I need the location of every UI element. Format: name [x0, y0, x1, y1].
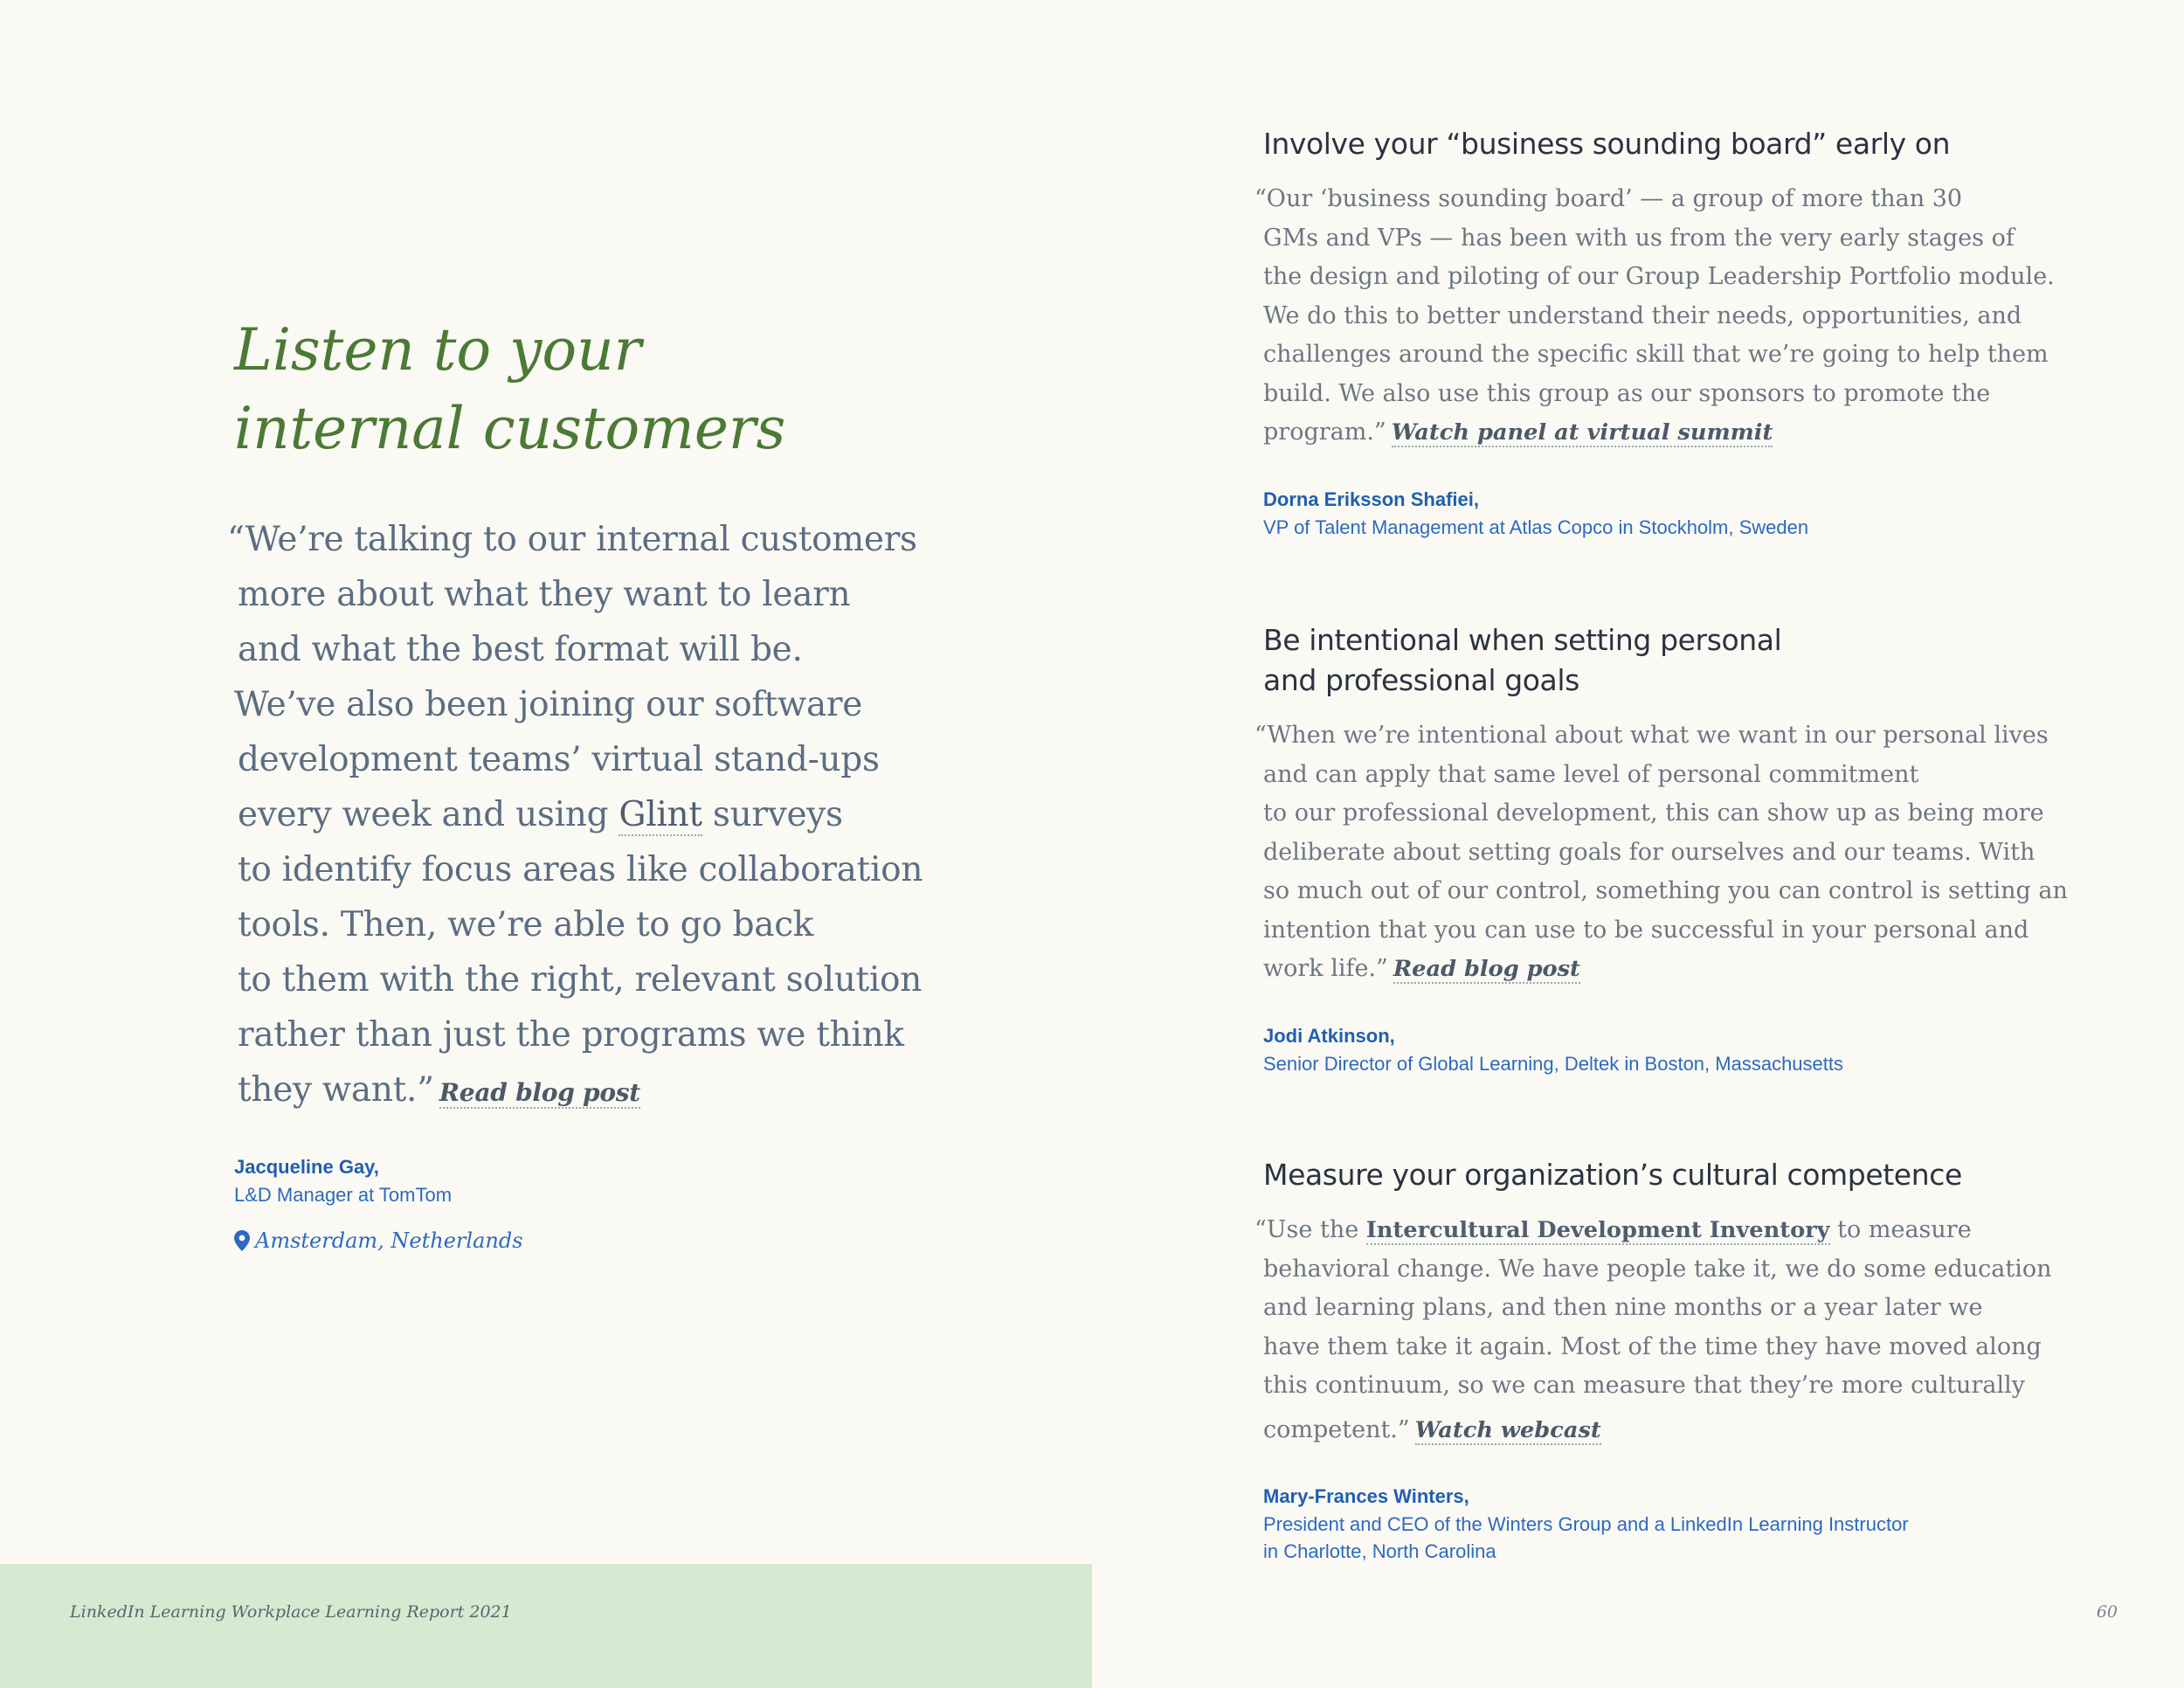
location: Amsterdam, Netherlands	[234, 1228, 933, 1253]
speaker-name: Dorna Eriksson Shafiei,	[1263, 488, 1479, 510]
watch-panel-link[interactable]: Watch panel at virtual summit	[1391, 419, 1773, 446]
watch-webcast-link[interactable]: Watch webcast	[1414, 1416, 1601, 1443]
speaker-role: Senior Director of Global Learning, Deltek in Boston, Massachusetts	[1263, 1052, 1843, 1075]
attribution	[1263, 486, 2067, 541]
read-blog-post-link[interactable]: Read blog post	[439, 1078, 640, 1107]
page-title: Listen to your internal customers	[234, 316, 786, 462]
map-pin-icon	[234, 1230, 250, 1251]
section-sounding-board	[1254, 124, 2067, 541]
speaker-role: President and CEO of the Winters Group and a LinkedIn Learning Instructor	[1263, 1513, 1909, 1535]
attribution	[1263, 1483, 2067, 1565]
speaker-name: Mary-Frances Winters,	[1263, 1485, 1469, 1507]
glint-link[interactable]: Glint	[619, 795, 702, 834]
speaker-role: VP of Talent Management at Atlas Copco in Stockholm, Sweden	[1263, 515, 1809, 538]
feature-quote: “We’re talking to our internal customers more about what they want to learn and what the best format will be. We’ve also been joining our software development teams’ virtual stand-ups every week and using Glint surveys to identify focus areas like collaboration tools. Then, we’re able to go back to them with the right, relevant solution rather than just the programs we think they want.” Read blog post	[227, 520, 923, 1110]
section-heading: Be intentional when setting personal and professional goals	[1263, 623, 1782, 697]
section-intentional-goals	[1254, 620, 2068, 1077]
speaker-name: Jodi Atkinson,	[1263, 1024, 1395, 1047]
footer-band	[0, 1564, 1092, 1688]
speaker-name: Jacqueline Gay,	[234, 1156, 379, 1178]
section-heading: Measure your organization’s cultural competence	[1263, 1158, 1962, 1192]
feature-quote-panel	[227, 311, 933, 1253]
section-quote: “When we’re intentional about what we want in our personal lives and can apply that same level of personal commitment to our professional development, this can show up as being more deliberate about setting goals for ourselves and our teams. With so much out of our control, something you can control is setting an intention that you can use to be successful in your personal and work life.” Read blog post	[1254, 722, 2068, 982]
read-blog-post-link[interactable]: Read blog post	[1393, 956, 1580, 982]
section-quote: “Our ‘business sounding board’ — a group of more than 30 GMs and VPs — has been with us from the very early stages of the design and piloting of our Group Leadership Portfolio module. We do this to better understand their needs, opportunities, and challenges around the specific skill that we’re going to help them build. We also use this group as our sponsors to promote the program.” Watch panel at virtual summit	[1254, 185, 2055, 446]
section-heading: Involve your “business sounding board” early on	[1263, 127, 1951, 161]
section-quote: “Use the Intercultural Development Inventory to measure behavioral change. We have people take it, we do some education and learning plans, and then nine months or a year later we have them take it again. Most of the time they have moved along this continuum, so we can measure that they’re more culturally competent.” Watch webcast	[1254, 1216, 2052, 1443]
intercultural-development-inventory-link[interactable]: Intercultural Development Inventory	[1365, 1217, 1830, 1243]
page-number: 60	[2096, 1602, 2118, 1622]
speaker-role: L&D Manager at TomTom	[234, 1184, 453, 1206]
attribution	[234, 1153, 933, 1209]
report-title: LinkedIn Learning Workplace Learning Report 2021	[70, 1602, 512, 1622]
speaker-location: in Charlotte, North Carolina	[1263, 1540, 1496, 1562]
section-cultural-competence	[1254, 1155, 2067, 1565]
attribution	[1263, 1022, 2067, 1077]
